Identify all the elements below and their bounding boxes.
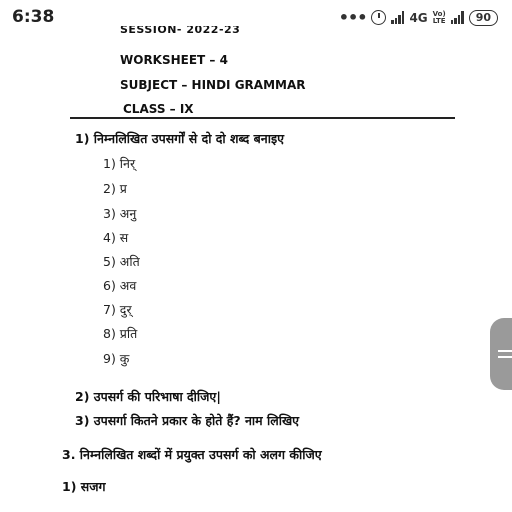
battery-icon: 90 bbox=[469, 10, 498, 26]
scroll-handle[interactable] bbox=[490, 318, 512, 390]
subject-line: SUBJECT – HINDI GRAMMAR bbox=[120, 78, 306, 92]
signal-strength-icon bbox=[391, 11, 404, 24]
section-3-item-1: 1) सजग bbox=[62, 479, 106, 494]
list-item: 8) प्रति bbox=[103, 326, 138, 341]
class-line: CLASS – IX bbox=[123, 102, 194, 116]
list-item: 2) प्र bbox=[103, 181, 127, 196]
status-icons bbox=[339, 8, 498, 27]
list-item: 3) अनु bbox=[103, 206, 137, 221]
alarm-icon bbox=[371, 10, 386, 25]
volte-icon bbox=[433, 11, 446, 25]
status-bar bbox=[0, 0, 512, 34]
section-3-heading: 3. निम्नलिखित शब्दों में प्रयुक्त उपसर्ग को अलग कीजिए bbox=[62, 447, 322, 462]
volte-bottom-label: LTE bbox=[432, 16, 446, 25]
more-notifications-icon: ••• bbox=[338, 8, 367, 27]
worksheet-title: WORKSHEET – 4 bbox=[120, 53, 228, 67]
question-2: 2) उपसर्ग की परिभाषा दीजिए| bbox=[75, 389, 221, 404]
header-divider bbox=[70, 117, 455, 119]
session-line: SESSION- 2022-23 bbox=[120, 26, 241, 36]
list-item: 6) अव bbox=[103, 278, 137, 293]
list-item: 4) स bbox=[103, 230, 129, 245]
list-item: 1) निर् bbox=[103, 156, 136, 171]
list-item: 7) दुर् bbox=[103, 302, 132, 317]
list-item: 9) कु bbox=[103, 351, 130, 366]
list-item: 5) अति bbox=[103, 254, 140, 269]
volte-top-label: Vo) bbox=[432, 9, 446, 18]
question-1: 1) निम्नलिखित उपसर्गों से दो दो शब्द बनाइए bbox=[75, 131, 285, 146]
status-time: 6:38 bbox=[12, 7, 55, 27]
network-type-label: 4G bbox=[409, 10, 428, 25]
signal-strength-icon-2 bbox=[451, 11, 464, 24]
question-3: 3) उपसर्गा कितने प्रकार के होते हैं? नाम लिखिए bbox=[75, 413, 300, 428]
